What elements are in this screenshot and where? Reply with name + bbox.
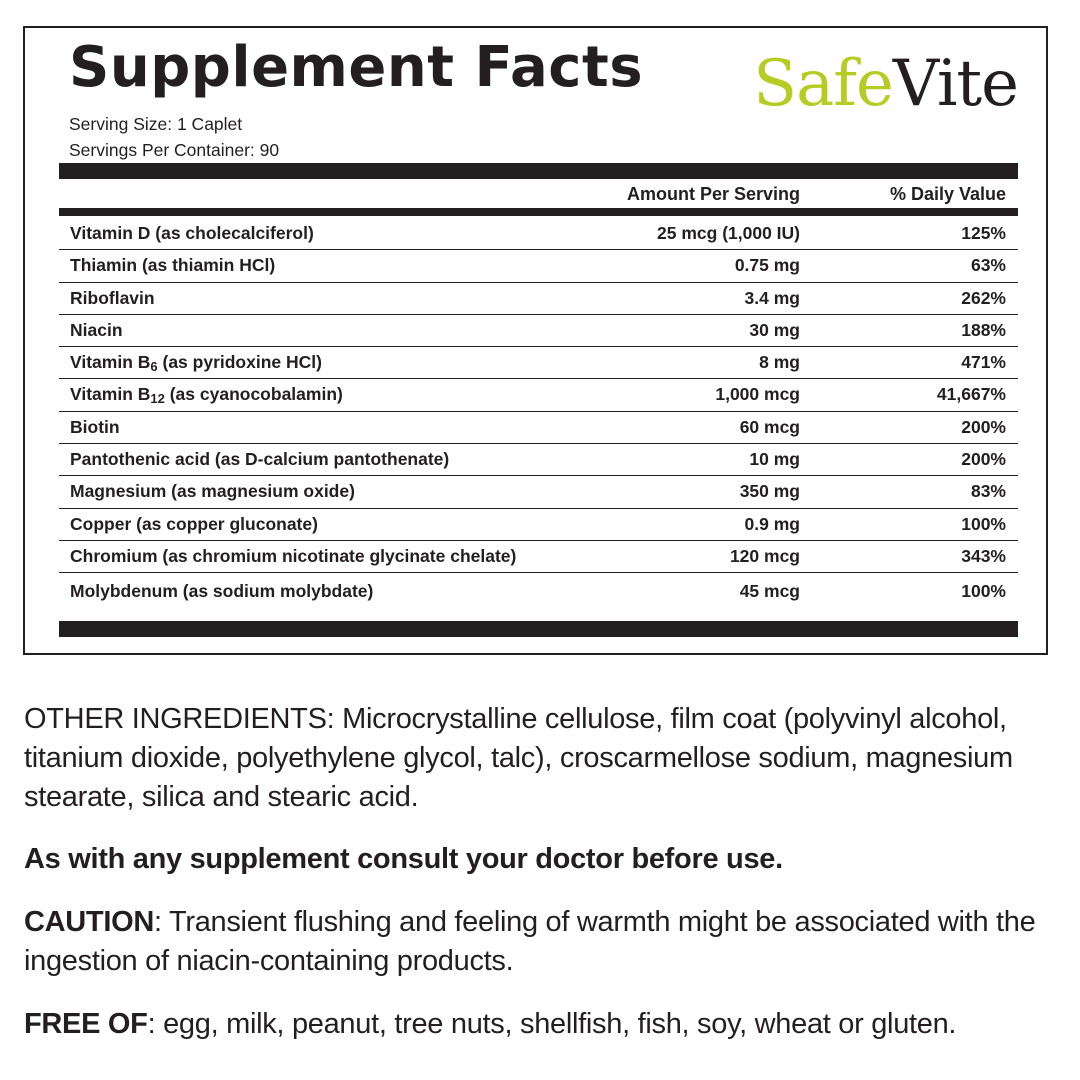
thick-divider-top bbox=[59, 163, 1018, 179]
nutrient-name-text: Biotin bbox=[70, 416, 120, 437]
caution-label: CAUTION bbox=[24, 906, 155, 938]
amount-per-serving: 350 mg bbox=[739, 481, 800, 502]
table-row bbox=[59, 573, 1018, 609]
nutrient-name-text: Pantothenic acid (as D-calcium pantothenate) bbox=[70, 449, 450, 470]
servings-per-container: Servings Per Container: 90 bbox=[69, 140, 280, 160]
amount-per-serving: 1,000 mcg bbox=[715, 384, 800, 405]
amount-per-serving: 3.4 mg bbox=[744, 287, 800, 308]
allergen-free-statement bbox=[24, 1005, 1059, 1044]
caution-text: : Transient flushing and feeling of warmth might be associated with the ingestion of niacin-containing products. bbox=[24, 906, 1036, 977]
daily-value: 125% bbox=[961, 223, 1006, 243]
column-header-daily-value: % Daily Value bbox=[889, 184, 1006, 204]
nutrient-subscript: 12 bbox=[150, 391, 165, 407]
nutrient-name bbox=[70, 509, 318, 540]
table-row bbox=[59, 412, 1018, 444]
nutrient-subscript: 6 bbox=[150, 359, 158, 375]
amount-per-serving: 10 mg bbox=[749, 449, 800, 470]
nutrient-name bbox=[70, 315, 123, 346]
nutrient-name-text: Magnesium (as magnesium oxide) bbox=[70, 481, 355, 502]
brand-logo bbox=[753, 46, 1018, 122]
daily-value: 41,667% bbox=[936, 384, 1006, 405]
table-row bbox=[59, 476, 1018, 508]
nutrient-name-suffix: (as cyanocobalamin) bbox=[164, 384, 343, 405]
table-row bbox=[59, 541, 1018, 573]
supplement-facts-panel bbox=[23, 26, 1048, 655]
free-of-text: : egg, milk, peanut, tree nuts, shellfish, fish, soy, wheat or gluten. bbox=[147, 1008, 957, 1040]
thick-divider-bottom bbox=[59, 621, 1018, 637]
column-header-amount: Amount Per Serving bbox=[626, 184, 800, 204]
table-row bbox=[59, 509, 1018, 541]
free-of-label: FREE OF bbox=[24, 1008, 148, 1040]
nutrient-name bbox=[70, 476, 355, 507]
header-divider bbox=[59, 208, 1018, 216]
nutrient-table bbox=[59, 218, 1018, 609]
nutrient-name-text: Niacin bbox=[70, 319, 123, 340]
nutrient-name-text: Molybdenum (as sodium molybdate) bbox=[70, 581, 374, 602]
daily-value: 188% bbox=[961, 319, 1006, 340]
table-row bbox=[59, 444, 1018, 476]
amount-per-serving: 25 mcg (1,000 IU) bbox=[657, 223, 800, 243]
daily-value: 471% bbox=[961, 352, 1006, 373]
daily-value: 200% bbox=[961, 449, 1006, 470]
nutrient-name-text: Vitamin D (as cholecalciferol) bbox=[70, 223, 314, 243]
table-header bbox=[59, 181, 1018, 207]
table-row bbox=[59, 379, 1018, 411]
caution-statement bbox=[24, 903, 1059, 981]
nutrient-name-text: Riboflavin bbox=[70, 287, 155, 308]
daily-value: 100% bbox=[961, 581, 1006, 602]
nutrient-name bbox=[70, 573, 373, 609]
nutrient-name-text: Vitamin B bbox=[70, 384, 151, 405]
nutrient-name bbox=[70, 347, 322, 378]
daily-value: 63% bbox=[970, 255, 1006, 276]
nutrient-name-suffix: (as pyridoxine HCl) bbox=[157, 352, 322, 373]
logo-safe: Safe bbox=[753, 47, 893, 121]
nutrient-name bbox=[70, 218, 314, 249]
amount-per-serving: 0.75 mg bbox=[734, 255, 800, 276]
amount-per-serving: 120 mcg bbox=[729, 545, 800, 566]
daily-value: 200% bbox=[961, 416, 1006, 437]
table-row bbox=[59, 347, 1018, 379]
nutrient-name-text: Copper (as copper gluconate) bbox=[70, 513, 318, 534]
table-row bbox=[59, 315, 1018, 347]
daily-value: 100% bbox=[961, 513, 1006, 534]
logo-vite: Vite bbox=[892, 47, 1018, 121]
nutrient-name bbox=[70, 283, 155, 314]
nutrient-name-text: Thiamin (as thiamin HCl) bbox=[70, 255, 276, 276]
amount-per-serving: 8 mg bbox=[759, 352, 800, 373]
nutrient-name bbox=[70, 250, 275, 281]
nutrient-name-text: Chromium (as chromium nicotinate glycinate chelate) bbox=[70, 545, 517, 566]
amount-per-serving: 30 mg bbox=[749, 319, 800, 340]
nutrient-name bbox=[70, 412, 120, 443]
nutrient-name-text: Vitamin B bbox=[70, 352, 151, 373]
table-row bbox=[59, 218, 1018, 250]
amount-per-serving: 0.9 mg bbox=[744, 513, 800, 534]
daily-value: 83% bbox=[970, 481, 1006, 502]
nutrient-name bbox=[70, 444, 449, 475]
consult-warning: As with any supplement consult your doctor before use. bbox=[24, 843, 783, 875]
serving-size: Serving Size: 1 Caplet bbox=[69, 114, 243, 134]
amount-per-serving: 60 mcg bbox=[739, 416, 800, 437]
nutrient-name bbox=[70, 379, 343, 410]
daily-value: 343% bbox=[961, 545, 1006, 566]
other-ingredients: OTHER INGREDIENTS: Microcrystalline cellulose, film coat (polyvinyl alcohol, titanium dioxide, polyethylene glycol, talc), croscarmellose sodium, magnesium stearate, silica and stearic acid. bbox=[24, 703, 1013, 813]
nutrient-name bbox=[70, 541, 516, 572]
daily-value: 262% bbox=[961, 287, 1006, 308]
panel-title: Supplement Facts bbox=[69, 35, 644, 100]
amount-per-serving: 45 mcg bbox=[739, 581, 800, 602]
table-row bbox=[59, 250, 1018, 282]
table-row bbox=[59, 283, 1018, 315]
